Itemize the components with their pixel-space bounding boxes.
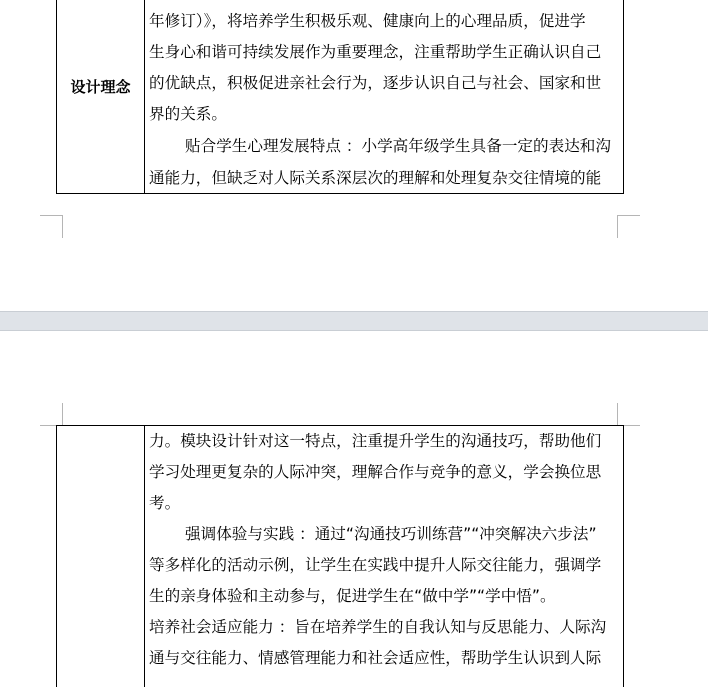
text-line: 培养社会适应能力 ：旨在培养学生的自我认知与反思能力、人际沟	[149, 618, 607, 636]
text-line: 年修订）》，将培养学生积极乐观、健康向上的心理品质，促进学	[149, 12, 586, 30]
text-line: 通能力，但缺乏对人际关系深层次的理解和处理复杂交往情境的能	[149, 169, 602, 187]
text-line: 通与交往能力、情感管理能力和社会适应性，帮助学生认识到人际	[149, 649, 602, 667]
document-page-2	[0, 331, 708, 684]
page-gap	[0, 311, 708, 331]
crop-mark	[40, 215, 63, 238]
crop-mark	[617, 215, 640, 238]
text-line: 力。模块设计针对这一特点，注重提升学生的沟通技巧，帮助他们	[149, 432, 602, 450]
text-line: 考。	[149, 494, 181, 512]
table-column-divider	[144, 0, 145, 193]
text-line: 的优缺点，积极促进亲社会行为，逐步认识自己与社会、国家和世	[149, 74, 602, 92]
text-line: 贴合学生心理发展特点 ：小学高年级学生具备一定的表达和沟	[185, 137, 611, 155]
crop-mark	[617, 403, 640, 426]
text-line: 学习处理更复杂的人际冲突，理解合作与竞争的意义，学会换位思	[149, 463, 602, 481]
design-table-part-2	[56, 425, 624, 687]
crop-mark	[40, 403, 63, 426]
document-page-1	[0, 0, 708, 311]
text-line: 界的关系。	[149, 105, 227, 123]
text-line: 生的亲身体验和主动参与，促进学生在“做中学”“学中悟”。	[149, 587, 556, 605]
text-line: 强调体验与实践 ：通过“沟通技巧训练营”“冲突解决六步法”	[185, 525, 597, 543]
text-line: 生身心和谐可持续发展作为重要理念，注重帮助学生正确认识自己	[149, 43, 602, 61]
text-line: 等多样化的活动示例，让学生在实践中提升人际交往能力，强调学	[149, 556, 602, 574]
design-concept-label: 设计理念	[70, 78, 131, 96]
table-column-divider	[144, 426, 145, 687]
design-table-part-1	[56, 0, 624, 194]
